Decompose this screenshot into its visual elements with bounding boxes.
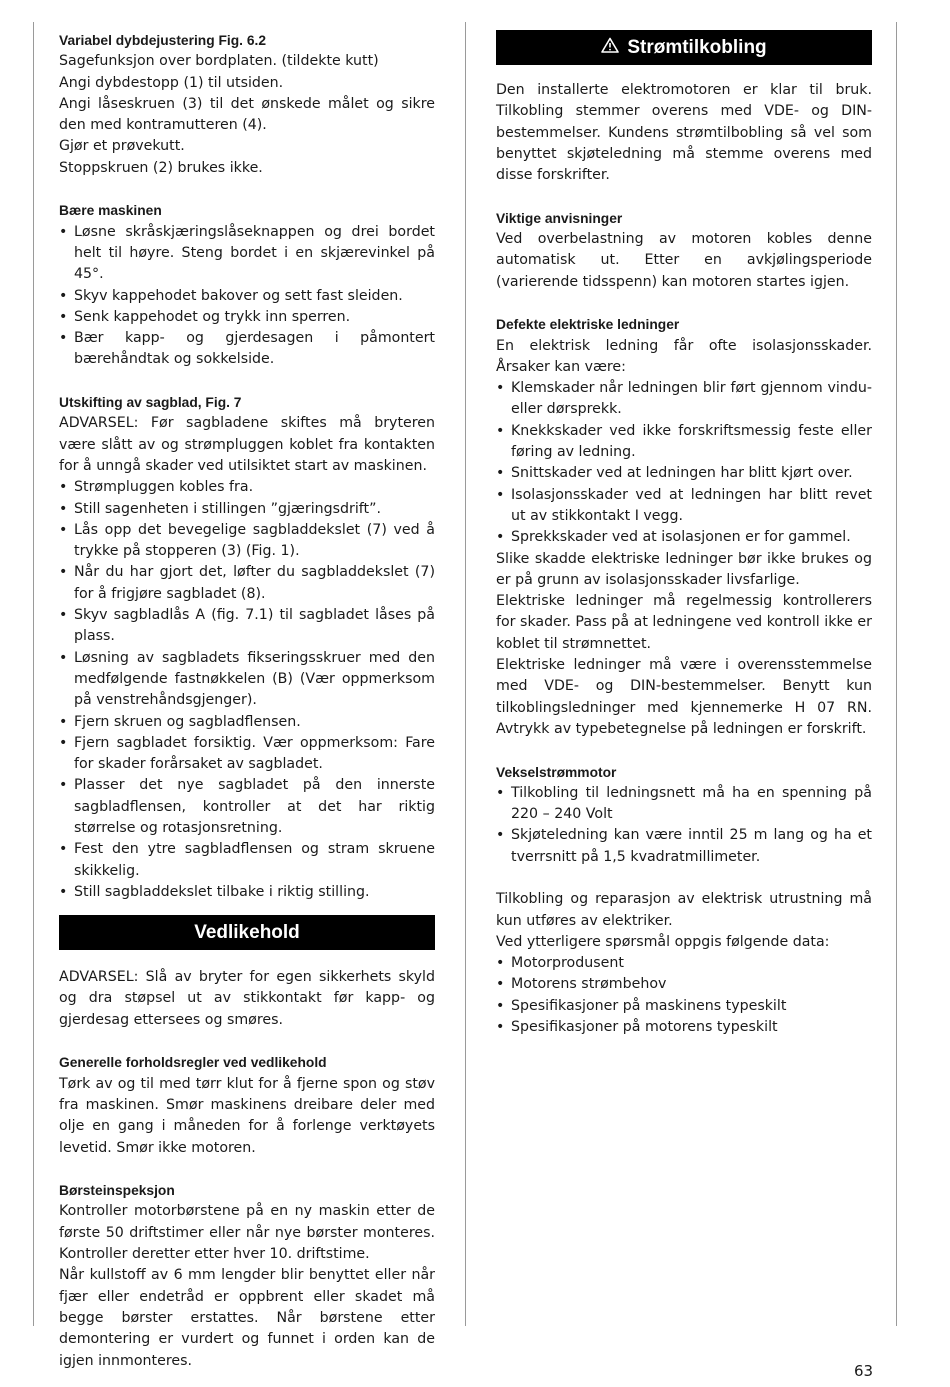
bullet-list xyxy=(59,477,435,903)
bullet-list xyxy=(496,378,872,548)
list-item: • Isolasjonsskader ved at ledningen har blitt revet ut av stikkontakt I vegg. xyxy=(496,485,872,528)
maintenance-title: Vedlikehold xyxy=(194,922,300,944)
power-connection-title-bar xyxy=(496,30,872,65)
paragraph: Stoppskruen (2) brukes ikke. xyxy=(59,159,263,176)
paragraph: Angi låseskruen (3) til det ønskede målet og sikre den med kontramutteren (4). xyxy=(59,95,435,134)
list-item: • Tilkobling til ledningsnett må ha en spenning på 220 – 240 Volt xyxy=(496,783,872,826)
maintenance-warning: ADVARSEL: Slå av bryter for egen sikkerhets skyld og dra støpsel ut av stikkontakt før kapp- og gjerdesag ettersees og smøres. xyxy=(59,969,435,1028)
list-item: • Spesifikasjoner på maskinens typeskilt xyxy=(496,996,872,1017)
list-item: • Skyv sagbladlås A (fig. 7.1) til sagbladet låses på plass. xyxy=(59,605,435,648)
paragraph: Gjør et prøvekutt. xyxy=(59,138,185,155)
list-item: • Lås opp det bevegelige sagbladdekslet (7) ved å trykke på stopperen (3) (Fig. 1). xyxy=(59,520,435,563)
list-item: • Skjøteledning kan være inntil 25 m lang og ha et tverrsnitt på 1,5 kvadratmillimeter. xyxy=(496,825,872,868)
paragraph: Angi dybdestopp (1) til utsiden. xyxy=(59,74,284,91)
paragraph: Elektriske ledninger må regelmessig kontrollerers for skader. Pass på at ledningene ved kontroll ikke er koblet til strømnettet. xyxy=(496,593,872,652)
section-depth-adjustment xyxy=(59,30,435,179)
list-item: • Still sagbladdekslet tilbake i riktig stilling. xyxy=(59,882,435,903)
list-item: • Motorens strømbehov xyxy=(496,974,872,995)
paragraph: Slike skadde elektriske ledninger bør ikke brukes og er på grunn av isolasjonsskader livsfarlige. xyxy=(496,550,872,588)
left-column xyxy=(59,30,435,1372)
paragraph: Ved ytterligere spørsmål oppgis følgende data: xyxy=(496,933,830,950)
section-defective-cables xyxy=(496,314,872,740)
bullet-list xyxy=(496,953,872,1038)
warning-triangle-icon xyxy=(601,37,619,58)
paragraph: Når kullstoff av 6 mm lengder blir benyttet eller når fjær eller endetråd er oppbrent eller skadet må begge børster erstattes. Når børstene etter demontering er vurdert og funnet i orden kan de igjen innmonteres. xyxy=(59,1267,435,1369)
list-item: • Bær kapp- og gjerdesagen i påmontert bærehåndtak og sokkelside. xyxy=(59,328,435,371)
list-item: • Når du har gjort det, løfter du sagbladdekslet (7) for å frigjøre sagbladet (8). xyxy=(59,562,435,605)
section-brush-inspection xyxy=(59,1180,435,1372)
bullet-list xyxy=(496,783,872,868)
paragraph: Tørk av og til med tørr klut for å fjerne spon og støv fra maskinen. Smør maskinens dreibare deler med olje en gang i måneden for å forlenge verktøyets levetid. Smør ikke motoren. xyxy=(59,1075,435,1156)
list-item: • Plasser det nye sagbladet på den innerste sagbladflensen, kontroller at det har riktig størrelse og rotasjonsretning. xyxy=(59,775,435,839)
section-heading: Børsteinspeksjon xyxy=(59,1183,175,1199)
paragraph: En elektrisk ledning får ofte isolasjonsskader. Årsaker kan være: xyxy=(496,337,872,375)
bullet-list xyxy=(59,222,435,371)
list-item: • Spesifikasjoner på motorens typeskilt xyxy=(496,1017,872,1038)
paragraph: Tilkobling og reparasjon av elektrisk utrustning må kun utføres av elektriker. xyxy=(496,891,872,929)
list-item: • Løsne skråskjæringslåseknappen og drei bordet helt til høyre. Steng bordet i en skjærevinkel på 45°. xyxy=(59,222,435,286)
paragraph: Ved overbelastning av motoren kobles denne automatisk ut. Etter en avkjølingsperiode (varierende tidsspenn) kan motoren startes igjen. xyxy=(496,231,872,290)
center-column-rule xyxy=(465,22,466,1326)
section-blade-replacement xyxy=(59,392,435,903)
list-item: • Motorprodusent xyxy=(496,953,872,974)
section-heading: Variabel dybdejustering Fig. 6.2 xyxy=(59,33,267,48)
paragraph: Sagefunksjon over bordplaten. (tildekte kutt) xyxy=(59,53,379,70)
section-heading: Viktige anvisninger xyxy=(496,210,623,226)
list-item: • Senk kappehodet og trykk inn sperren. xyxy=(59,307,435,328)
page-number: 63 xyxy=(854,1362,874,1380)
section-general-maintenance xyxy=(59,1052,435,1158)
section-heading: Defekte elektriske ledninger xyxy=(496,317,680,333)
list-item: • Fjern skruen og sagbladflensen. xyxy=(59,712,435,733)
section-closing xyxy=(496,889,872,1038)
section-heading: Generelle forholdsregler ved vedlikehold xyxy=(59,1055,327,1071)
list-item: • Snittskader ved at ledningen har blitt kjørt over. xyxy=(496,463,872,484)
list-item: • Løsning av sagbladets fikseringsskruer med den medfølgende fastnøkkelen (B) (Vær oppmerksom på venstrehåndsgjenger). xyxy=(59,648,435,712)
list-item: • Strømpluggen kobles fra. xyxy=(59,477,435,498)
section-ac-motor xyxy=(496,762,872,868)
right-margin-rule xyxy=(896,22,897,1326)
intro-paragraph: Den installerte elektromotoren er klar til bruk. Tilkobling stemmer overens med VDE- og DIN-bestemmelser. Kundens strømtilbobling så vel som benyttet skjøteledning må stemme overens med disse forskrifter. xyxy=(496,82,872,184)
list-item: • Still sagenheten i stillingen ”gjæringsdrift”. xyxy=(59,499,435,520)
list-item: • Fjern sagbladet forsiktig. Vær oppmerksom: Fare for skader forårsaket av sagbladet. xyxy=(59,733,435,776)
section-heading: Utskifting av sagblad, Fig. 7 xyxy=(59,395,242,411)
warning-paragraph: ADVARSEL: Før sagbladene skiftes må bryteren være slått av og strømpluggen koblet fra kontakten for å unngå skader ved utilsiktet start av maskinen. xyxy=(59,415,435,474)
paragraph: Kontroller motorbørstene på en ny maskin etter de første 50 driftstimer eller når nye børster monteres. Kontroller deretter etter hver 10. driftstime. xyxy=(59,1203,435,1263)
list-item: • Skyv kappehodet bakover og sett fast sleiden. xyxy=(59,286,435,307)
maintenance-title-bar xyxy=(59,915,435,950)
section-important-instructions xyxy=(496,208,872,293)
list-item: • Klemskader når ledningen blir ført gjennom vindu- eller dørsprekk. xyxy=(496,378,872,421)
section-heading: Vekselstrømmotor xyxy=(496,764,617,780)
right-column xyxy=(496,30,872,1038)
paragraph: Elektriske ledninger må være i overensstemmelse med VDE- og DIN-bestemmelser. Benytt kun tilkoblingsledninger med kjennemerke H 07 RN. Avtrykk av typebetegnelse på ledningen er forskrift. xyxy=(496,657,872,737)
list-item: • Sprekkskader ved at isolasjonen er for gammel. xyxy=(496,527,872,548)
section-heading: Bære maskinen xyxy=(59,203,162,219)
power-connection-title: Strømtilkobling xyxy=(627,36,767,58)
list-item: • Knekkskader ved ikke forskriftsmessig feste eller føring av ledning. xyxy=(496,421,872,464)
left-margin-rule xyxy=(33,22,34,1326)
list-item: • Fest den ytre sagbladflensen og stram skruene skikkelig. xyxy=(59,839,435,882)
section-carry-machine xyxy=(59,200,435,370)
